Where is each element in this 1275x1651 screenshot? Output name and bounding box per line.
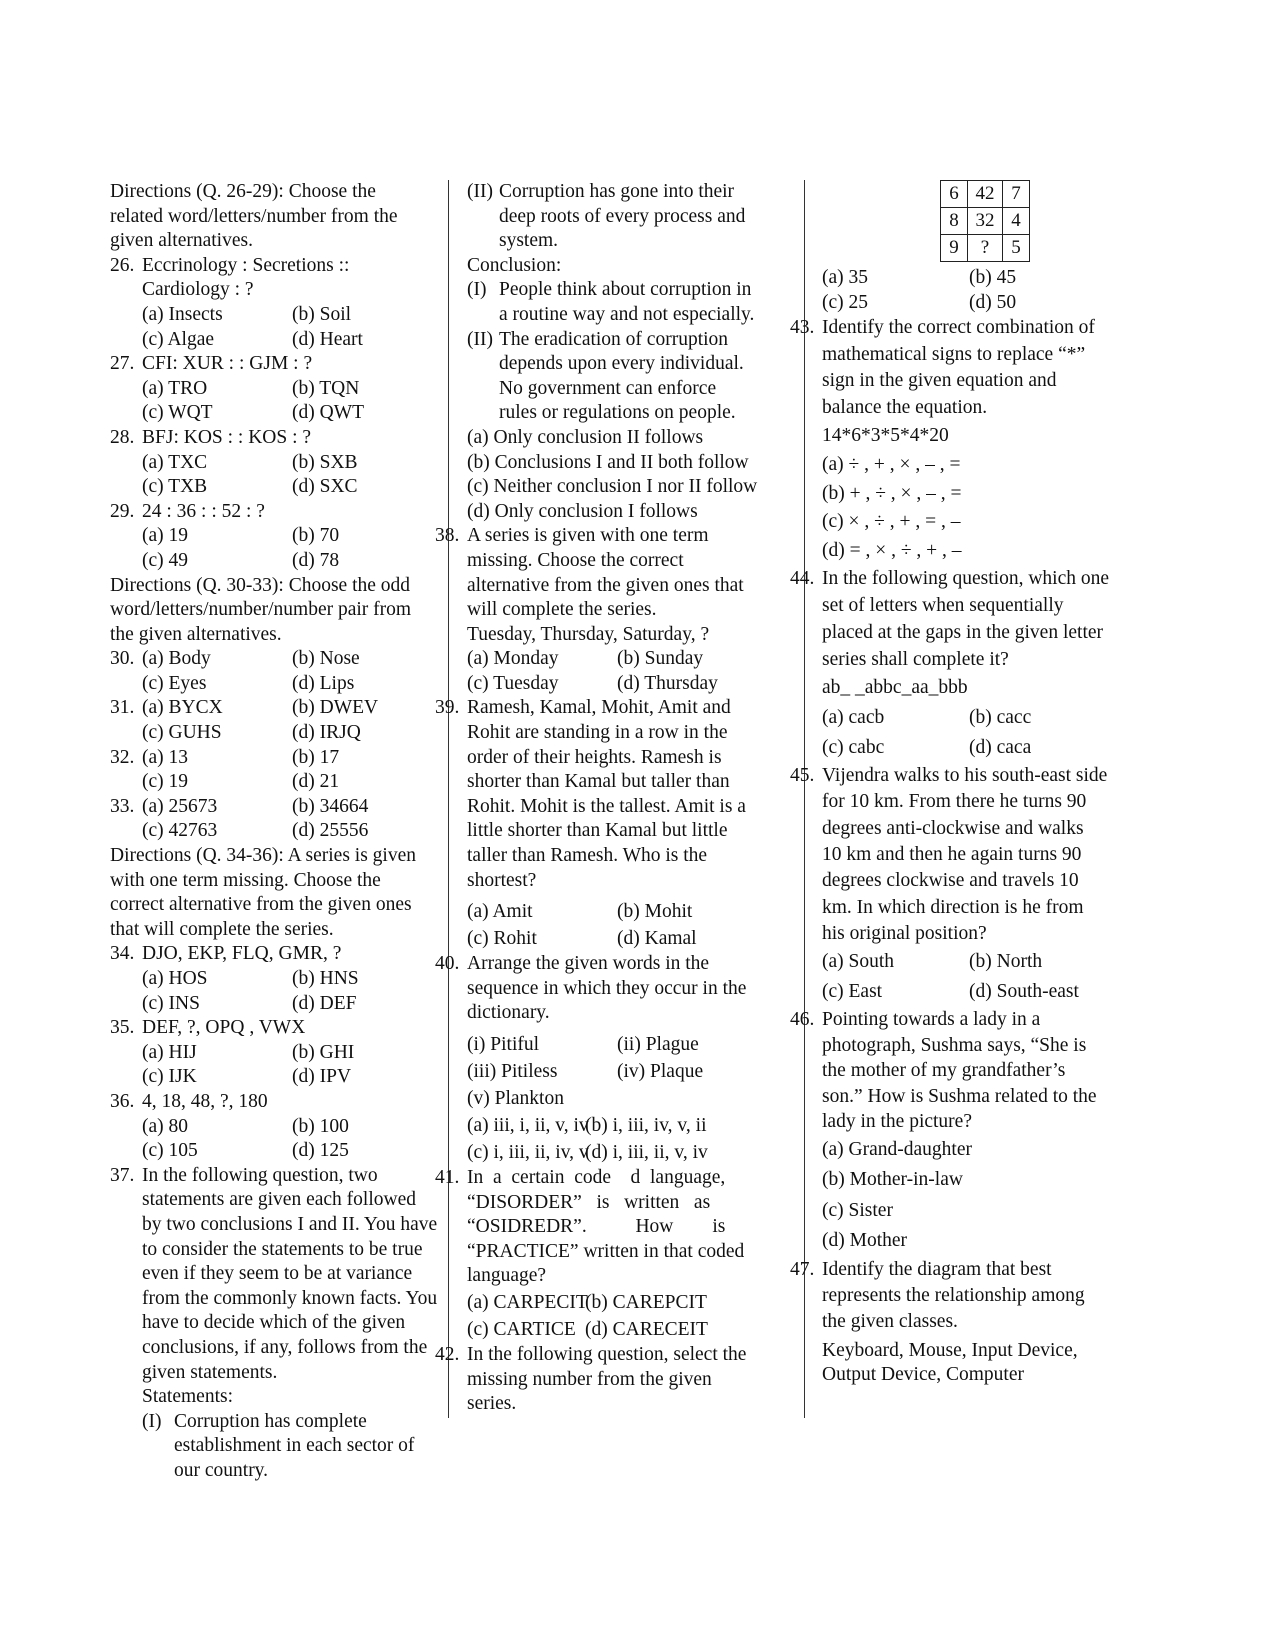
option-a[interactable]: (a) BYCX (142, 697, 223, 719)
option-d[interactable]: (d) QWT (292, 402, 365, 424)
equation: 14*6*3*5*4*20 (822, 425, 949, 447)
option-d[interactable]: (d) caca (969, 737, 1032, 759)
option-b[interactable]: (b) GHI (292, 1041, 355, 1063)
question-30: 30. (a) Body (b) Nose (c) Eyes (d) Lips (110, 647, 445, 696)
conclusion-1: (I) People think about corruption in (467, 279, 752, 301)
options (110, 377, 445, 426)
question-42: 42. In the following question, select the missing number from the given series. (435, 1343, 747, 1415)
options (822, 266, 1182, 315)
word-item: (iii) Pitiless (467, 1061, 558, 1082)
column-1 (110, 180, 445, 1483)
option-c[interactable]: (c) Neither conclusion I nor II follow (467, 476, 758, 498)
option-a[interactable]: (a) Insects (142, 303, 223, 325)
option-b[interactable]: (b) SXB (292, 451, 358, 473)
option-d[interactable]: (d) 25556 (292, 820, 369, 842)
option-d[interactable]: (d) DEF (292, 992, 357, 1014)
options (110, 1041, 445, 1090)
option-d[interactable]: (d) South-east (969, 981, 1079, 1003)
question-45: 45. Vijendra walks to his south-east side for 10 km. From there he turns 90 degrees anti-clockwise and walks 10 km and then he again turns 90 degrees clockwise and travels 10 km. In which direction is he from his original position? (a) South (b) North (c) East (d) South-east (790, 763, 1182, 1007)
grid-cell: 9 (941, 235, 968, 262)
option-b[interactable]: (b) Conclusions I and II both follow (467, 451, 749, 473)
question-46: 46. Pointing towards a lady in a photograph, Sushma says, “She is the mother of my grandfather’s son.” How is Sushma related to the lady in the picture? (a) Grand-daughter (b) Mother-in-law (c) Sister (d) Mother (790, 1007, 1182, 1257)
option-a[interactable]: (a) TXC (142, 451, 208, 473)
question-37-continued: (II) Corruption has gone into their deep roots of every process and system. Conclusion: (I) People think about corruption in a routine way and not especially. (II) The eradication of corruption depends upon every individual. No government can enforce rules or regulations on people. (a) Only conclusion II follows (b) Conclusions I and II both follow (c) Neither conclusion I nor II follow (d) Only conclusion I follows (467, 180, 807, 524)
option-d[interactable]: (d) Kamal (617, 928, 697, 950)
option-b[interactable]: (b) DWEV (292, 697, 379, 719)
option-d[interactable]: (d) 50 (969, 291, 1017, 313)
options (435, 1289, 807, 1343)
options (790, 1135, 1182, 1257)
option-d[interactable]: (d) IPV (292, 1066, 352, 1088)
option-a[interactable]: (a) Body (142, 648, 211, 670)
option-d[interactable]: (d) 21 (292, 771, 340, 793)
options (110, 967, 445, 1016)
option-a[interactable]: (a) 25673 (142, 795, 218, 817)
option-c[interactable]: (c) TXB (142, 476, 208, 498)
option-a[interactable]: (a) Only conclusion II follows (467, 426, 704, 448)
options (110, 647, 445, 696)
options (110, 746, 445, 795)
option-c[interactable]: (c) 42763 (142, 820, 218, 842)
statement-2: (II) Corruption has gone into their (467, 181, 735, 202)
option-b[interactable]: (b) 34664 (292, 795, 369, 817)
class-list: Keyboard, Mouse, Input Device, (822, 1339, 1078, 1361)
question-34: 34. DJO, EKP, FLQ, GMR, ? (a) HOS (b) HNS (c) INS (d) DEF (110, 942, 445, 1016)
option-b[interactable]: (b) HNS (292, 968, 359, 989)
option-a[interactable]: (a) HOS (142, 968, 208, 989)
option-c[interactable]: (c) 49 (142, 549, 189, 571)
option-a[interactable]: (a) CARPECIT (467, 1291, 588, 1313)
options (110, 1115, 445, 1164)
number-grid (940, 180, 1030, 262)
question-32: 32. (a) 13 (b) 17 (c) 19 (d) 21 (110, 746, 445, 795)
option-c[interactable]: (c) Algae (142, 328, 215, 350)
option-c[interactable]: (c) i, iii, ii, iv, v (467, 1142, 589, 1163)
option-d[interactable]: (d) Lips (292, 672, 355, 694)
option-b[interactable]: (b) Sunday (617, 648, 704, 670)
question-44: 44. In the following question, which one set of letters when sequentially placed at the gaps in the given letter series shall complete it? ab_ _abbc_aa_bbb (a) cacb (b) cacc (c) cabc (d) caca (790, 565, 1182, 763)
option-d[interactable]: (d) Heart (292, 328, 363, 350)
options (110, 696, 445, 745)
grid-cell: 8 (941, 208, 968, 235)
options (110, 451, 445, 500)
option-c[interactable]: (c) CARTICE (467, 1318, 576, 1340)
option-d[interactable]: (d) = , × , ÷ , + , – (822, 539, 962, 561)
options (435, 647, 807, 696)
directions-30-33: Directions (Q. 30-33): Choose the odd word/letters/number/number pair from the given alternatives. (110, 574, 412, 645)
option-d[interactable]: (d) CARECEIT (585, 1318, 708, 1340)
option-d[interactable]: (d) Thursday (617, 672, 718, 694)
option-d[interactable]: (d) 125 (292, 1140, 349, 1162)
option-b[interactable]: (b) 70 (292, 525, 340, 547)
directions-26-29: Directions (Q. 26-29): Choose the related word/letters/number from the given alternatives. (110, 181, 398, 252)
option-a[interactable]: (a) Monday (467, 648, 559, 670)
options (435, 1112, 807, 1166)
word-list (435, 1031, 807, 1112)
option-b[interactable]: (b) i, iii, iv, v, ii (585, 1115, 707, 1136)
question-38: 38. A series is given with one term missing. Choose the correct alternative from the given ones that will complete the series. Tuesday, Thursday, Saturday, ? (a) Monday (b) Sunday (c) Tuesday (d) Thursday (435, 524, 807, 696)
option-b[interactable]: (b) Soil (292, 303, 352, 325)
question-41: 41. In a certain code d language, “DISORDER” is written as “OSIDREDR”. How is “PRACTICE” written in that coded language? (a) CARPECIT (b) CAREPCIT (c) CARTICE (d) CARECEIT (435, 1166, 807, 1343)
option-c[interactable]: (c) Sister (822, 1199, 893, 1221)
option-d[interactable]: (d) Mother (822, 1230, 908, 1252)
letter-series: ab_ _abbc_aa_bbb (822, 677, 968, 699)
grid-cell: 6 (941, 181, 968, 208)
grid-cell: 7 (1003, 181, 1030, 208)
option-c[interactable]: (c) 19 (142, 771, 189, 793)
statements-label: Statements: (142, 1386, 233, 1408)
conclusion-label: Conclusion: (467, 254, 562, 276)
options (790, 451, 1182, 565)
option-c[interactable]: (c) cabc (822, 737, 885, 759)
question-35: 35. DEF, ?, OPQ , VWX (a) HIJ (b) GHI (c) IJK (d) IPV (110, 1016, 445, 1090)
question-40: 40. Arrange the given words in the sequence in which they occur in the dictionary. (i) Pitiful (ii) Plague (iii) Pitiless (iv) Plaque (v) Plankton (a) iii, i, ii, v, iv (b) i, iii, iv, v, ii (c) i, iii, ii, iv, v (d) i, iii, ii, v, iv (435, 952, 807, 1166)
option-c[interactable]: (c) East (822, 981, 883, 1003)
option-c[interactable]: (c) GUHS (142, 722, 222, 744)
option-c[interactable]: (c) Rohit (467, 928, 537, 950)
option-b[interactable]: (b) North (969, 951, 1043, 973)
column-2 (435, 180, 807, 1417)
grid-cell: 5 (1003, 235, 1030, 262)
option-b[interactable]: (b) 17 (292, 746, 340, 768)
question-33: 33. (a) 25673 (b) 34664 (c) 42763 (d) 25556 (110, 795, 445, 844)
series: Tuesday, Thursday, Saturday, ? (467, 623, 710, 645)
directions-34-36: Directions (Q. 34-36): A series is given with one term missing. Choose the correct alternative from the given ones that will complete the series. (110, 845, 416, 940)
option-a[interactable]: (a) Grand-daughter (822, 1138, 972, 1160)
option-d[interactable]: (d) SXC (292, 476, 358, 498)
option-a[interactable]: (a) Amit (467, 901, 533, 923)
option-a[interactable]: (a) ÷ , + , × , – , = (822, 454, 961, 476)
word-item: (i) Pitiful (467, 1034, 540, 1055)
grid-cell: 4 (1003, 208, 1030, 235)
option-c[interactable]: (c) 25 (822, 291, 869, 313)
option-b[interactable]: (b) Mohit (617, 901, 693, 923)
option-b[interactable]: (b) 100 (292, 1115, 349, 1137)
option-c[interactable]: (c) × , ÷ , + , = , – (822, 511, 961, 533)
question-43: 43. Identify the correct combination of mathematical signs to replace “*” sign in the given equation and balance the equation. 14*6*3*5*4*20 (a) ÷ , + , × , – , = (b) + , ÷ , × , – , = (c) × , ÷ , + , = , – (d) = , × , ÷ , + , – (790, 315, 1182, 565)
option-b[interactable]: (b) 45 (969, 267, 1017, 288)
option-b[interactable]: (b) + , ÷ , × , – , = (822, 482, 962, 504)
question-37: 37. In the following question, two statements are given each followed by two conclusions I and II. You have to consider the statements to be true even if they seem to be at variance from the commonly known facts. You have to decide which of the given conclusions, if any, follows from the given statements. Statements: (I) Corruption has complete establishment in each sector of our country. (110, 1164, 445, 1484)
question-39: 39. Ramesh, Kamal, Mohit, Amit and Rohit are standing in a row in the order of their heights. Ramesh is shorter than Kamal but taller than Rohit. Mohit is the tallest. Amit is a little shorter than Kamal but little taller than Ramesh. Who is the shortest? (a) Amit (b) Mohit (c) Rohit (d) Kamal (435, 696, 807, 952)
options (110, 303, 445, 352)
option-b[interactable]: (b) Mother-in-law (822, 1169, 963, 1191)
word-item: (iv) Plaque (617, 1061, 704, 1082)
conclusion-2: (II) The eradication of corruption (467, 328, 729, 350)
option-a[interactable]: (a) 80 (142, 1115, 189, 1137)
option-c[interactable]: (c) INS (142, 992, 200, 1014)
column-3 (790, 180, 1182, 1386)
options (110, 524, 445, 573)
option-a[interactable]: (a) 13 (142, 746, 189, 768)
option-c[interactable]: (c) Tuesday (467, 672, 559, 694)
statement-1: (I) Corruption has complete (142, 1410, 367, 1432)
option-d[interactable]: (d) Only conclusion I follows (467, 500, 698, 522)
option-c[interactable]: (c) WQT (142, 402, 213, 424)
option-b[interactable]: (b) Nose (292, 648, 360, 670)
option-c[interactable]: (c) Eyes (142, 672, 207, 694)
option-a[interactable]: (a) 35 (822, 267, 869, 288)
option-d[interactable]: (d) i, iii, ii, v, iv (585, 1142, 708, 1163)
option-d[interactable]: (d) 78 (292, 549, 340, 571)
word-item: (v) Plankton (467, 1088, 564, 1109)
option-d[interactable]: (d) IRJQ (292, 722, 361, 744)
grid-cell: 32 (968, 208, 1003, 235)
question-47: 47. Identify the diagram that best represents the relationship among the given classes. Keyboard, Mouse, Input Device, Output Device, Computer (790, 1257, 1182, 1386)
word-item: (ii) Plague (617, 1034, 699, 1055)
option-c[interactable]: (c) 105 (142, 1140, 198, 1162)
option-a[interactable]: (a) 19 (142, 525, 189, 547)
grid-cell: 42 (968, 181, 1003, 208)
options (110, 795, 445, 844)
question-26: 26. Eccrinology : Secretions :: Cardiology : ? (a) Insects (b) Soil (c) Algae (d) Heart (110, 254, 445, 352)
question-42-continued (822, 180, 1182, 315)
question-27: 27. CFI: XUR : : GJM : ? (a) TRO (b) TQN (c) WQT (d) QWT (110, 352, 445, 426)
question-31: 31. (a) BYCX (b) DWEV (c) GUHS (d) IRJQ (110, 696, 445, 745)
class-list: Output Device, Computer (822, 1363, 1024, 1385)
option-a[interactable]: (a) cacb (822, 707, 885, 729)
question-36: 36. 4, 18, 48, ?, 180 (a) 80 (b) 100 (c) 105 (d) 125 (110, 1090, 445, 1164)
option-b[interactable]: (b) CAREPCIT (585, 1291, 707, 1313)
question-28: 28. BFJ: KOS : : KOS : ? (a) TXC (b) SXB (c) TXB (d) SXC (110, 426, 445, 500)
option-a[interactable]: (a) HIJ (142, 1041, 197, 1063)
grid-cell: ? (968, 235, 1003, 262)
options (435, 898, 807, 952)
option-a[interactable]: (a) TRO (142, 377, 208, 399)
option-b[interactable]: (b) cacc (969, 707, 1032, 729)
options (790, 947, 1182, 1007)
option-a[interactable]: (a) South (822, 951, 895, 973)
option-b[interactable]: (b) TQN (292, 377, 360, 399)
options (790, 703, 1182, 763)
question-29: 29. 24 : 36 : : 52 : ? (a) 19 (b) 70 (c) 49 (d) 78 (110, 500, 445, 574)
option-c[interactable]: (c) IJK (142, 1066, 197, 1088)
option-a[interactable]: (a) iii, i, ii, v, iv (467, 1115, 589, 1136)
